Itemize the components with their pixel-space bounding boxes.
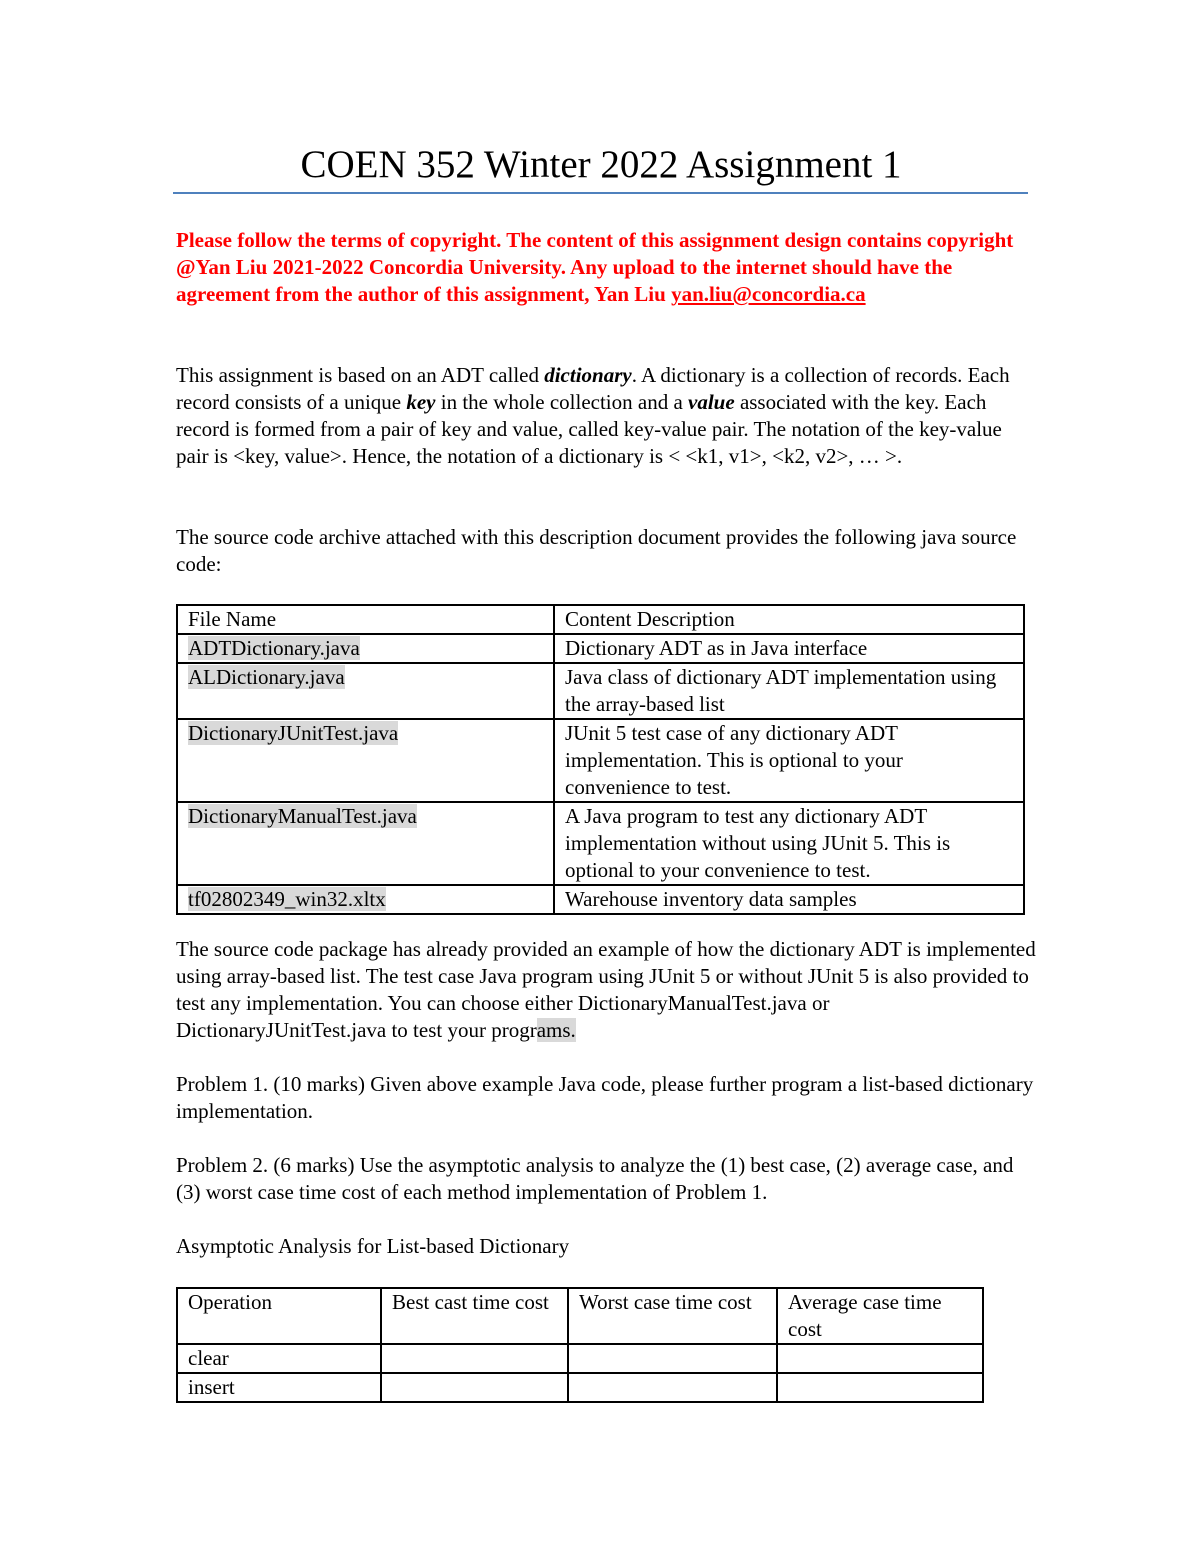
document-title: COEN 352 Winter 2022 Assignment 1 <box>300 143 902 186</box>
worst-case-cell <box>568 1373 777 1402</box>
author-email-link[interactable]: yan.liu@concordia.ca <box>671 282 866 306</box>
term-value: value <box>688 390 735 414</box>
best-case-cell <box>381 1373 568 1402</box>
worst-case-cell <box>568 1344 777 1373</box>
table-row <box>177 634 1024 663</box>
table-row <box>177 1344 983 1373</box>
analysis-title: Asymptotic Analysis for List-based Dictionary <box>176 1234 570 1258</box>
highlighted-text: ams. <box>536 1018 576 1042</box>
term-dictionary: dictionary <box>544 363 632 387</box>
title-underline <box>173 192 1028 194</box>
copyright-notice <box>176 227 1036 308</box>
package-text: The source code package has already provided an example of how the dictionary ADT is implemented using array-based list. The test case Java program using JUnit 5 or without JUnit 5 is also provided to test any implementation. You can choose either DictionaryManualTest.java or DictionaryJUnitTest.java to test your progr <box>176 937 1036 1042</box>
table-row <box>177 802 1024 885</box>
best-case-cell <box>381 1344 568 1373</box>
problem-2: Problem 2. (6 marks) Use the asymptotic analysis to analyze the (1) best case, (2) average case, and (3) worst case time cost of each method implementation of Problem 1. <box>176 1153 1014 1204</box>
average-case-cell <box>777 1373 983 1402</box>
file-name: tf02802349_win32.xltx <box>188 887 386 911</box>
file-description: Warehouse inventory data samples <box>554 885 1024 914</box>
source-intro-paragraph: The source code archive attached with this description document provides the following java source code: <box>176 525 1017 576</box>
files-table <box>176 604 1025 915</box>
intro-part-1: This assignment is based on an ADT called <box>176 363 545 387</box>
term-key: key <box>406 390 436 414</box>
file-description: Dictionary ADT as in Java interface <box>554 634 1024 663</box>
header-cell: Worst case time cost <box>568 1288 777 1344</box>
table-header-row <box>177 605 1024 634</box>
operation-cell: clear <box>177 1344 381 1373</box>
table-row <box>177 663 1024 719</box>
header-cell: Content Description <box>554 605 1024 634</box>
file-name: ALDictionary.java <box>188 665 345 689</box>
file-name: ADTDictionary.java <box>188 636 360 660</box>
header-cell: File Name <box>177 605 554 634</box>
problem-1: Problem 1. (10 marks) Given above example Java code, please further program a list-based dictionary implementation. <box>176 1072 1034 1123</box>
table-row <box>177 885 1024 914</box>
header-cell: Operation <box>177 1288 381 1344</box>
intro-part-3: in the whole collection and a <box>435 390 689 414</box>
operation-cell: insert <box>177 1373 381 1402</box>
file-description: JUnit 5 test case of any dictionary ADT implementation. This is optional to your convenience to test. <box>554 719 1024 802</box>
table-header-row <box>177 1288 983 1344</box>
average-case-cell <box>777 1344 983 1373</box>
analysis-table <box>176 1287 984 1403</box>
header-cell: Best cast time cost <box>381 1288 568 1344</box>
file-name: DictionaryManualTest.java <box>188 804 417 828</box>
file-name: DictionaryJUnitTest.java <box>188 721 399 745</box>
header-cell: Average case time cost <box>777 1288 983 1344</box>
package-paragraph <box>176 936 1036 1044</box>
intro-part-4: associated with the key. Each record is formed from a pair of key and value, called key-value pair. The notation of the key-value pair is <key, value>. Hence, the notation of a dictionary is < <k1, v1>, <k2, v2>, … >. <box>176 390 1002 468</box>
table-row <box>177 1373 983 1402</box>
file-description: Java class of dictionary ADT implementation using the array-based list <box>554 663 1024 719</box>
intro-part-2: . A dictionary is a collection of records. Each record consists of a unique <box>176 363 1010 414</box>
table-row <box>177 719 1024 802</box>
copyright-text: Please follow the terms of copyright. The content of this assignment design contains copyright @Yan Liu 2021-2022 Concordia University. Any upload to the internet should have the agreement from the author of this assignment, Yan Liu <box>176 228 1014 306</box>
file-description: A Java program to test any dictionary ADT implementation without using JUnit 5. This is optional to your convenience to test. <box>554 802 1024 885</box>
intro-paragraph <box>176 362 1036 470</box>
